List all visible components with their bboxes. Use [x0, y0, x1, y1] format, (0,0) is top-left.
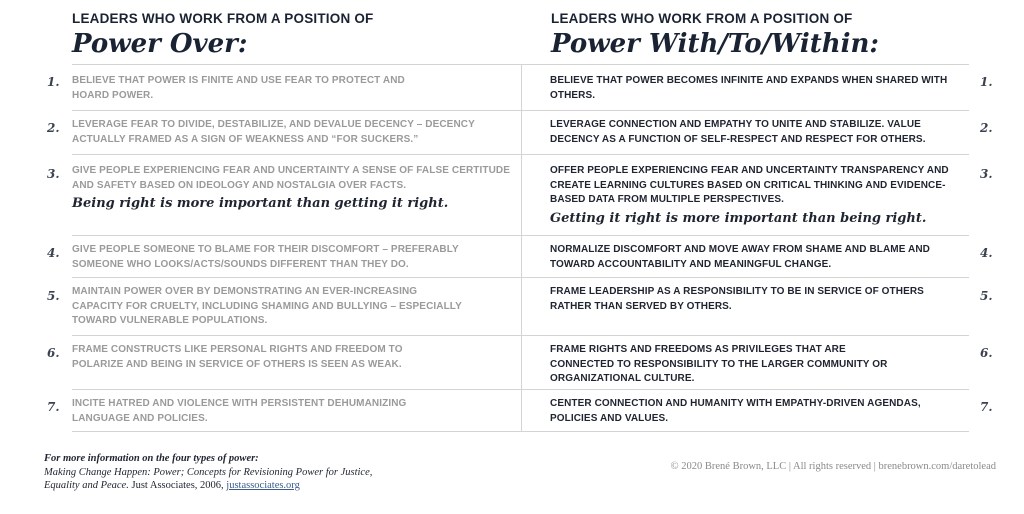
row-number: 5. [980, 289, 993, 303]
left-column-header [72, 10, 374, 60]
source-citation-line1: Making Change Happen: Power; Concepts for Revisioning Power for Justice, [44, 466, 373, 478]
row-number: 5. [47, 289, 60, 303]
item-text: FRAME LEADERSHIP AS A RESPONSIBILITY TO BE IN SERVICE OF OTHERS RATHER THAN SERVED BY OTHERS. [550, 286, 924, 312]
row-divider [72, 64, 969, 65]
left-header-label: LEADERS WHO WORK FROM A POSITION OF [72, 11, 374, 26]
right-header-label: LEADERS WHO WORK FROM A POSITION OF [551, 11, 853, 26]
item-text: LEVERAGE FEAR TO DIVIDE, DESTABILIZE, AND DEVALUE DECENCY – DECENCY ACTUALLY FRAMED AS A SIGN OF WEAKNESS AND “FOR SUCKERS.” [72, 119, 475, 145]
row-number: 1. [980, 75, 993, 89]
row-number: 3. [980, 167, 993, 181]
row-divider [72, 277, 969, 278]
row-number: 2. [980, 121, 993, 135]
item-text: MAINTAIN POWER OVER BY DEMONSTRATING AN EVER-INCREASING CAPACITY FOR CRUELTY, INCLUDING SHAMING AND BULLYING – ESPECIALLY TOWARD VULNERABLE POPULATIONS. [72, 286, 462, 326]
column-divider [521, 64, 522, 431]
left-header-title: Power Over: [72, 29, 248, 59]
item-text: GIVE PEOPLE EXPERIENCING FEAR AND UNCERTAINTY A SENSE OF FALSE CERTITUDE AND SAFETY BASED ON IDEOLOGY AND NOSTALGIA OVER FACTS. [72, 165, 510, 191]
item-text: CENTER CONNECTION AND HUMANITY WITH EMPATHY-DRIVEN AGENDAS, POLICIES AND VALUES. [550, 398, 921, 424]
power-with-item [550, 74, 965, 103]
row-number: 7. [980, 400, 993, 414]
source-note [44, 452, 372, 493]
item-text: NORMALIZE DISCOMFORT AND MOVE AWAY FROM SHAME AND BLAME AND TOWARD ACCOUNTABILITY AND MEANINGFUL CHANGE. [550, 244, 930, 270]
copyright-notice: © 2020 Brené Brown, LLC | All rights reserved | brenebrown.com/daretolead [670, 461, 996, 472]
source-citation-line2 [44, 479, 372, 493]
power-with-item [550, 164, 965, 227]
right-header-title: Power With/To/Within: [551, 29, 880, 59]
row-number: 2. [47, 121, 60, 135]
item-text: INCITE HATRED AND VIOLENCE WITH PERSISTENT DEHUMANIZING LANGUAGE AND POLICIES. [72, 398, 407, 424]
row-number: 6. [47, 346, 60, 360]
item-emphasis: Getting it right is more important than being right. [550, 210, 927, 226]
power-with-item [550, 118, 965, 147]
item-text: BELIEVE THAT POWER IS FINITE AND USE FEAR TO PROTECT AND HOARD POWER. [72, 75, 405, 101]
power-over-item [72, 285, 517, 329]
source-link[interactable]: justassociates.org [226, 480, 300, 491]
row-number: 3. [47, 167, 60, 181]
source-citation-rest: Just Associates, 2006, [128, 480, 227, 491]
power-over-item [72, 74, 517, 103]
source-note-title: For more information on the four types of power: [44, 453, 259, 464]
item-text: FRAME CONSTRUCTS LIKE PERSONAL RIGHTS AND FREEDOM TO POLARIZE AND BEING IN SERVICE OF OTHERS IS SEEN AS WEAK. [72, 344, 403, 370]
source-citation-italic: Equality and Peace. [44, 480, 129, 491]
item-text: FRAME RIGHTS AND FREEDOMS AS PRIVILEGES THAT ARE CONNECTED TO RESPONSIBILITY TO THE LARGER COMMUNITY OR ORGANIZATIONAL CULTURE. [550, 344, 888, 384]
power-over-item [72, 164, 517, 212]
power-with-item [550, 343, 965, 387]
item-text: OFFER PEOPLE EXPERIENCING FEAR AND UNCERTAINTY TRANSPARENCY AND CREATE LEARNING CULTURES BASED ON CRITICAL THINKING AND EVIDENCE-BASED DATA FROM MULTIPLE PERSPECTIVES. [550, 165, 949, 205]
row-divider [72, 389, 969, 390]
row-divider [72, 154, 969, 155]
power-over-item [72, 243, 517, 272]
row-number: 7. [47, 400, 60, 414]
power-with-item [550, 285, 965, 314]
row-number: 1. [47, 75, 60, 89]
power-over-item [72, 397, 517, 426]
right-column-header [551, 10, 879, 60]
row-number: 4. [980, 246, 993, 260]
item-emphasis: Being right is more important than getting it right. [72, 196, 449, 211]
row-number: 4. [47, 246, 60, 260]
row-divider [72, 335, 969, 336]
item-text: LEVERAGE CONNECTION AND EMPATHY TO UNITE AND STABILIZE. VALUE DECENCY AS A FUNCTION OF SELF-RESPECT AND RESPECT FOR OTHERS. [550, 119, 926, 145]
power-over-item [72, 118, 517, 147]
power-over-item [72, 343, 517, 372]
row-number: 6. [980, 346, 993, 360]
row-divider [72, 110, 969, 111]
item-text: GIVE PEOPLE SOMEONE TO BLAME FOR THEIR DISCOMFORT – PREFERABLY SOMEONE WHO LOOKS/ACTS/SOUNDS DIFFERENT THAN THEY DO. [72, 244, 459, 270]
power-with-item [550, 243, 965, 272]
row-divider [72, 431, 969, 432]
row-divider [72, 235, 969, 236]
power-with-item [550, 397, 965, 426]
item-text: BELIEVE THAT POWER BECOMES INFINITE AND EXPANDS WHEN SHARED WITH OTHERS. [550, 75, 948, 101]
